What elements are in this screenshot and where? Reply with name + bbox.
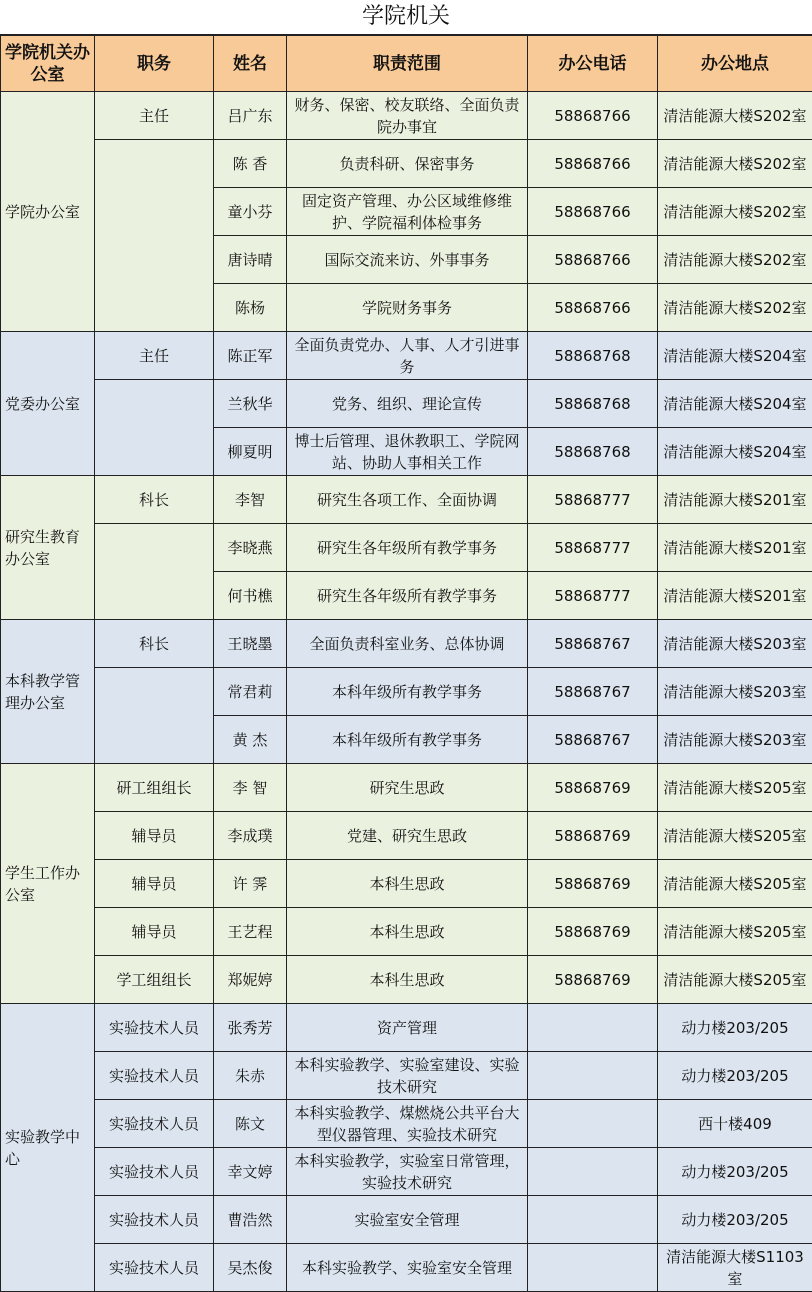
name-cell: 何书樵 [214,572,287,620]
location-cell: 清洁能源大楼S205室 [658,956,812,1004]
location-cell: 清洁能源大楼S201室 [658,524,812,572]
phone-cell: 58868768 [528,380,658,428]
phone-cell [528,1148,658,1196]
location-cell: 清洁能源大楼S201室 [658,476,812,524]
table-row [1,1052,812,1100]
name-cell: 曹浩然 [214,1196,287,1244]
duty-cell: 本科生思政 [287,860,528,908]
table-row [1,1148,812,1196]
table-row [1,524,812,572]
office-cell: 研究生教育办公室 [1,476,95,620]
phone-cell [528,1196,658,1244]
location-cell: 清洁能源大楼S205室 [658,860,812,908]
duty-cell: 本科实验教学、实验室建设、实验技术研究 [287,1052,528,1100]
phone-cell: 58868768 [528,332,658,380]
name-cell: 陈杨 [214,284,287,332]
location-cell: 清洁能源大楼S203室 [658,668,812,716]
location-cell: 清洁能源大楼S202室 [658,284,812,332]
name-cell: 李智 [214,476,287,524]
name-cell: 柳夏明 [214,428,287,476]
location-cell: 动力楼203/205 [658,1196,812,1244]
name-cell: 朱赤 [214,1052,287,1100]
location-cell: 清洁能源大楼S203室 [658,716,812,764]
header-position: 职务 [95,36,214,92]
table-body [1,92,812,1292]
table-row [1,476,812,524]
duty-cell: 固定资产管理、办公区域维修维护、学院福利体检事务 [287,188,528,236]
table-row [1,620,812,668]
duty-cell: 研究生各项工作、全面协调 [287,476,528,524]
name-cell: 许 霁 [214,860,287,908]
staff-table [0,35,812,1292]
phone-cell: 58868769 [528,908,658,956]
table-header-row [1,36,812,92]
header-phone: 办公电话 [528,36,658,92]
location-cell: 动力楼203/205 [658,1004,812,1052]
phone-cell: 58868777 [528,572,658,620]
phone-cell: 58868777 [528,476,658,524]
header-duty: 职责范围 [287,36,528,92]
name-cell: 陈文 [214,1100,287,1148]
name-cell: 常君莉 [214,668,287,716]
duty-cell: 本科年级所有教学事务 [287,716,528,764]
location-cell: 动力楼203/205 [658,1052,812,1100]
office-cell: 学生工作办公室 [1,764,95,1004]
location-cell: 清洁能源大楼S204室 [658,380,812,428]
location-cell: 清洁能源大楼S203室 [658,620,812,668]
name-cell: 吴杰俊 [214,1244,287,1292]
duty-cell: 研究生各年级所有教学事务 [287,572,528,620]
header-office: 学院机关办公室 [1,36,95,92]
position-cell [95,140,214,332]
position-cell: 主任 [95,92,214,140]
location-cell: 清洁能源大楼S205室 [658,764,812,812]
name-cell: 王晓墨 [214,620,287,668]
name-cell: 童小芬 [214,188,287,236]
location-cell: 清洁能源大楼S204室 [658,332,812,380]
position-cell: 辅导员 [95,812,214,860]
duty-cell: 研究生思政 [287,764,528,812]
phone-cell [528,1100,658,1148]
phone-cell: 58868766 [528,92,658,140]
duty-cell: 资产管理 [287,1004,528,1052]
location-cell: 清洁能源大楼S201室 [658,572,812,620]
location-cell: 清洁能源大楼S202室 [658,188,812,236]
name-cell: 王艺程 [214,908,287,956]
name-cell: 吕广东 [214,92,287,140]
table-row [1,1244,812,1292]
table-row [1,380,812,428]
office-cell: 党委办公室 [1,332,95,476]
position-cell: 实验技术人员 [95,1244,214,1292]
table-row [1,1004,812,1052]
duty-cell: 学院财务事务 [287,284,528,332]
table-row [1,92,812,140]
location-cell: 清洁能源大楼S1103室 [658,1244,812,1292]
name-cell: 李成璞 [214,812,287,860]
header-name: 姓名 [214,36,287,92]
location-cell: 清洁能源大楼S202室 [658,236,812,284]
table-row [1,1100,812,1148]
phone-cell: 58868767 [528,668,658,716]
location-cell: 动力楼203/205 [658,1148,812,1196]
duty-cell: 本科生思政 [287,956,528,1004]
name-cell: 郑妮婷 [214,956,287,1004]
office-cell: 实验教学中心 [1,1004,95,1292]
phone-cell: 58868766 [528,236,658,284]
phone-cell: 58868769 [528,764,658,812]
office-cell: 学院办公室 [1,92,95,332]
name-cell: 李晓燕 [214,524,287,572]
duty-cell: 博士后管理、退休教职工、学院网站、协助人事相关工作 [287,428,528,476]
phone-cell [528,1244,658,1292]
position-cell: 辅导员 [95,908,214,956]
duty-cell: 本科年级所有教学事务 [287,668,528,716]
location-cell: 清洁能源大楼S205室 [658,908,812,956]
name-cell: 张秀芳 [214,1004,287,1052]
position-cell [95,668,214,764]
duty-cell: 本科实验教学，实验室日常管理，实验技术研究 [287,1148,528,1196]
phone-cell: 58868766 [528,188,658,236]
name-cell: 幸文婷 [214,1148,287,1196]
position-cell: 实验技术人员 [95,1052,214,1100]
name-cell: 兰秋华 [214,380,287,428]
duty-cell: 全面负责党办、人事、人才引进事务 [287,332,528,380]
page-title: 学院机关 [0,0,812,35]
name-cell: 唐诗晴 [214,236,287,284]
name-cell: 陈 香 [214,140,287,188]
table-row [1,668,812,716]
table-row [1,140,812,188]
duty-cell: 本科生思政 [287,908,528,956]
duty-cell: 国际交流来访、外事事务 [287,236,528,284]
position-cell: 科长 [95,620,214,668]
phone-cell: 58868768 [528,428,658,476]
name-cell: 黄 杰 [214,716,287,764]
table-row [1,812,812,860]
phone-cell: 58868777 [528,524,658,572]
position-cell: 实验技术人员 [95,1100,214,1148]
position-cell: 研工组组长 [95,764,214,812]
table-row [1,764,812,812]
duty-cell: 本科实验教学、实验室安全管理 [287,1244,528,1292]
phone-cell: 58868769 [528,812,658,860]
duty-cell: 负责科研、保密事务 [287,140,528,188]
name-cell: 李 智 [214,764,287,812]
table-row [1,908,812,956]
header-location: 办公地点 [658,36,812,92]
table-row [1,860,812,908]
position-cell [95,380,214,476]
phone-cell: 58868766 [528,140,658,188]
table-row [1,1196,812,1244]
position-cell: 主任 [95,332,214,380]
phone-cell: 58868766 [528,284,658,332]
duty-cell: 党建、研究生思政 [287,812,528,860]
duty-cell: 实验室安全管理 [287,1196,528,1244]
table-row [1,956,812,1004]
phone-cell: 58868767 [528,716,658,764]
location-cell: 清洁能源大楼S204室 [658,428,812,476]
phone-cell: 58868769 [528,956,658,1004]
duty-cell: 党务、组织、理论宣传 [287,380,528,428]
duty-cell: 本科实验教学、煤燃烧公共平台大型仪器管理、实验技术研究 [287,1100,528,1148]
duty-cell: 财务、保密、校友联络、全面负责院办事宜 [287,92,528,140]
phone-cell: 58868769 [528,860,658,908]
location-cell: 清洁能源大楼S205室 [658,812,812,860]
location-cell: 西十楼409 [658,1100,812,1148]
location-cell: 清洁能源大楼S202室 [658,140,812,188]
office-cell: 本科教学管理办公室 [1,620,95,764]
position-cell: 科长 [95,476,214,524]
phone-cell [528,1052,658,1100]
position-cell: 实验技术人员 [95,1148,214,1196]
position-cell [95,524,214,620]
position-cell: 实验技术人员 [95,1196,214,1244]
position-cell: 辅导员 [95,860,214,908]
duty-cell: 全面负责科室业务、总体协调 [287,620,528,668]
table-row [1,332,812,380]
phone-cell: 58868767 [528,620,658,668]
phone-cell [528,1004,658,1052]
name-cell: 陈正军 [214,332,287,380]
position-cell: 学工组组长 [95,956,214,1004]
location-cell: 清洁能源大楼S202室 [658,92,812,140]
position-cell: 实验技术人员 [95,1004,214,1052]
duty-cell: 研究生各年级所有教学事务 [287,524,528,572]
